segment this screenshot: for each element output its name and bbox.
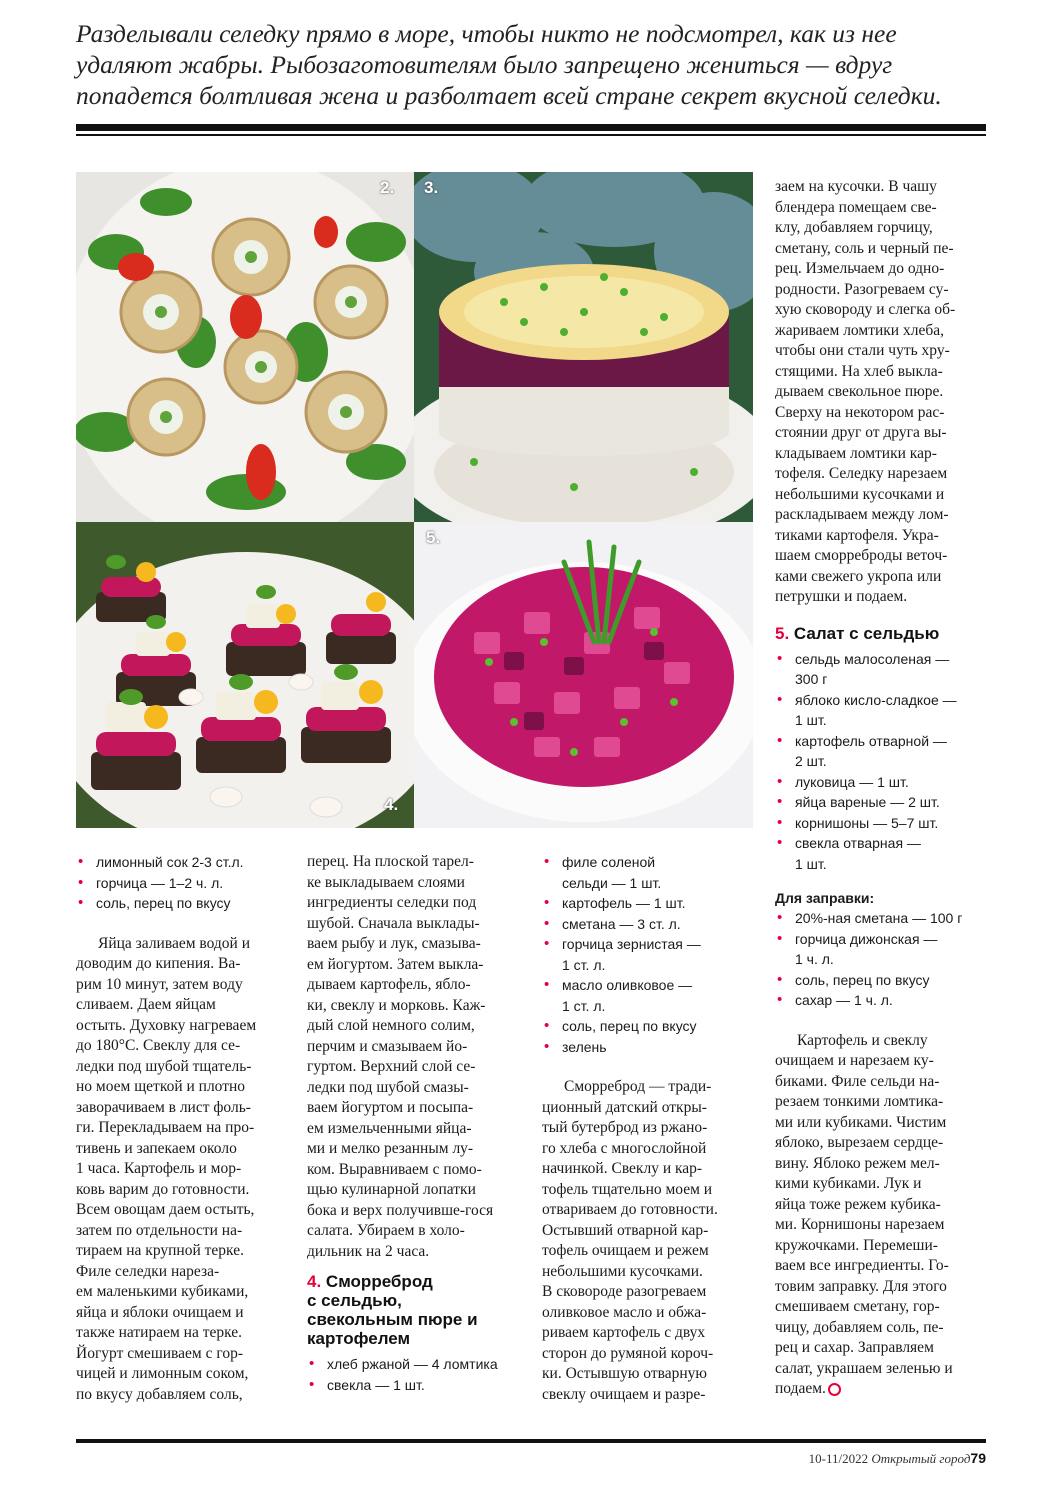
text-line: ингредиенты селедки под bbox=[307, 894, 477, 911]
recipe-4-heading bbox=[307, 1272, 517, 1348]
ingredient-item bbox=[542, 1016, 754, 1037]
body-text bbox=[307, 852, 517, 1262]
text-line: биками. Филе сельди на- bbox=[775, 1072, 940, 1090]
text-line: го хлеба с многослойной bbox=[542, 1139, 707, 1157]
ingredient-line: • горчица зернистая — bbox=[562, 936, 701, 952]
text-line: раскладываем между лом- bbox=[775, 506, 949, 523]
text-line: Сморреброд — тради- bbox=[564, 1078, 712, 1095]
photo-smorrebrod bbox=[76, 522, 414, 828]
ingredient-line: • сельдь малосоленая — bbox=[795, 650, 950, 667]
lead-line: попадется болтливая жена и разболтает всей стране секрет вкусной селедки. bbox=[76, 81, 942, 110]
text-line: ками свежего укропа или bbox=[775, 567, 942, 585]
text-line: ке выкладываем слоями bbox=[307, 873, 465, 891]
body-text bbox=[542, 1077, 754, 1405]
text-line: гуртом. Верхний слой се- bbox=[307, 1058, 476, 1075]
ingredient-item bbox=[542, 975, 754, 1016]
recipe-title-line: свекольным пюре и bbox=[307, 1310, 478, 1329]
text-line: подаем. bbox=[775, 1379, 987, 1400]
text-line: ваем все ингредиенты. Го- bbox=[775, 1257, 949, 1274]
ingredient-item bbox=[775, 649, 987, 690]
text-line: по вкусу добавляем соль, bbox=[76, 1385, 243, 1403]
text-line: чтобы они стали чуть хру- bbox=[775, 342, 950, 359]
text-line: яйца тоже режем кубика- bbox=[775, 1195, 941, 1213]
text-line: клу, добавляем горчицу, bbox=[775, 219, 933, 236]
text-line: дываем свекольное пюре. bbox=[775, 383, 944, 400]
recipe-5-heading bbox=[775, 624, 987, 643]
text-line: Всем овощам даем остыть, bbox=[76, 1201, 255, 1218]
text-line: небольшими кусочками и bbox=[775, 485, 945, 503]
text-line: ки. Остывшую отварную bbox=[542, 1365, 707, 1382]
ingredient-line: • горчица дижонская — bbox=[795, 930, 938, 947]
ingredient-item bbox=[775, 731, 987, 772]
ingredient-item bbox=[775, 813, 987, 834]
ingredient-item bbox=[775, 690, 987, 731]
text-line: тивень и запекаем около bbox=[76, 1139, 237, 1157]
recipe-title-line: с сельдью, bbox=[307, 1291, 402, 1310]
ingredient-item bbox=[542, 914, 754, 935]
text-line: ваем рыбу и лук, смазыва- bbox=[307, 935, 481, 952]
text-line: Остывший отварной кар- bbox=[542, 1221, 709, 1239]
photo-herring-rolls bbox=[76, 172, 414, 522]
ingredient-item bbox=[775, 792, 987, 813]
ingredient-item bbox=[775, 833, 987, 874]
text-line: вину. Яблоко режем мел- bbox=[775, 1154, 940, 1172]
text-line: ми или кубиками. Чистим bbox=[775, 1113, 947, 1131]
ingredient-line: 1 ст. л. bbox=[562, 956, 606, 973]
text-line: перец. На плоской тарел- bbox=[307, 853, 474, 870]
text-line: родности. Разогреваем су- bbox=[775, 280, 949, 298]
ingredient-line: • яблоко кисло-сладкое — bbox=[795, 691, 957, 708]
body-text bbox=[775, 177, 987, 608]
end-mark-icon bbox=[828, 1383, 841, 1396]
ingredient-line: • филе соленой bbox=[562, 854, 656, 870]
text-line: чицей и лимонным соком, bbox=[76, 1365, 249, 1382]
ingredient-item bbox=[775, 990, 987, 1011]
body-text bbox=[775, 1031, 987, 1400]
photo-number-3: 3. bbox=[424, 178, 439, 197]
ingredient-list-3 bbox=[542, 852, 754, 1057]
folio bbox=[809, 1450, 986, 1467]
text-line: петрушки и подаем. bbox=[775, 588, 908, 605]
ingredient-line: • луковица — 1 шт. bbox=[795, 773, 909, 790]
text-line: блендера помещаем све- bbox=[775, 198, 937, 216]
text-line: ледки под шубой тщатель- bbox=[76, 1057, 252, 1075]
text-line: яблоко, вырезаем сердце- bbox=[775, 1134, 944, 1151]
ingredient-item bbox=[542, 893, 754, 914]
ingredient-line: 1 шт. bbox=[795, 855, 827, 872]
magazine-name: Открытый город bbox=[871, 1451, 971, 1466]
text-line: товим заправку. Для этого bbox=[775, 1277, 947, 1295]
ingredient-line: 2 шт. bbox=[795, 753, 827, 769]
text-line: тофель очищаем и режем bbox=[542, 1242, 709, 1259]
text-line: очищаем и нарезаем ку- bbox=[775, 1052, 934, 1069]
recipe-number: 5. bbox=[775, 623, 790, 643]
ingredient-line: • корнишоны — 5–7 шт. bbox=[795, 814, 939, 831]
text-line: ми. Корнишоны нарезаем bbox=[775, 1216, 945, 1233]
text-line: также натираем на терке. bbox=[76, 1324, 243, 1341]
issue-date: 10-11/2022 bbox=[808, 1451, 869, 1466]
photo-herring-salad-layered bbox=[414, 172, 753, 522]
ingredient-line: 300 г bbox=[795, 671, 828, 687]
ingredient-item bbox=[775, 929, 987, 970]
ingredient-line: • сметана — 3 ст. л. bbox=[562, 915, 681, 932]
column-4 bbox=[775, 177, 987, 1400]
text-line: Картофель и свеклу bbox=[797, 1031, 928, 1049]
text-line: отвариваем до готовности. bbox=[542, 1201, 718, 1218]
ingredient-item bbox=[542, 852, 754, 893]
text-line: салат, украшаем зеленью и bbox=[775, 1359, 953, 1377]
text-line: дываем картофель, ябло- bbox=[307, 976, 471, 993]
text-line: резаем тонкими ломтика- bbox=[775, 1093, 944, 1110]
text-line: сливаем. Даем яйцам bbox=[76, 996, 216, 1013]
text-line: тофеля. Селедку нарезаем bbox=[775, 465, 948, 482]
text-line: ги. Перекладываем на про- bbox=[76, 1119, 255, 1136]
ingredient-item: • лимонный сок 2-3 ст.л. bbox=[76, 852, 291, 873]
text-line: ем йогуртом. Затем выкла- bbox=[307, 955, 484, 973]
recipe-title-line: Сморреброд bbox=[325, 1272, 433, 1291]
text-line: ционный датский откры- bbox=[542, 1098, 707, 1116]
recipe-title: Салат с сельдью bbox=[793, 623, 940, 643]
ingredient-item bbox=[775, 970, 987, 991]
header-rule-thin bbox=[76, 134, 986, 136]
text-line: стящими. На хлеб выкла- bbox=[775, 362, 943, 380]
text-line: Сверху на некотором рас- bbox=[775, 403, 945, 421]
text-line: кружочками. Перемеши- bbox=[775, 1236, 938, 1254]
lead-line: удаляют жабры. Рыбозаготовителям было запрещено жениться — вдруг bbox=[76, 50, 893, 79]
text-line: перчим и смазываем йо- bbox=[307, 1037, 468, 1055]
ingredient-line: • масло оливковое — bbox=[562, 977, 693, 993]
ingredient-list-4 bbox=[775, 649, 987, 875]
dressing-heading: Для заправки: bbox=[775, 890, 875, 906]
ingredient-line: • зелень bbox=[562, 1038, 607, 1055]
text-line: бока и верх получивше-гося bbox=[307, 1201, 494, 1219]
photo-number-2: 2. bbox=[380, 178, 395, 197]
dressing-list bbox=[775, 908, 987, 1011]
ingredient-line: 1 ч. л. bbox=[795, 951, 834, 967]
ingredient-list-2 bbox=[307, 1354, 517, 1395]
lead-paragraph bbox=[76, 18, 996, 111]
ingredient-item: • горчица — 1–2 ч. л. bbox=[76, 873, 291, 894]
text-line: тиками картофеля. Укра- bbox=[775, 526, 939, 544]
ingredient-line: 1 ст. л. bbox=[562, 997, 606, 1014]
text-line: рим 10 минут, затем воду bbox=[76, 975, 243, 993]
text-line: риваем картофель с двух bbox=[542, 1324, 706, 1341]
photo-herring-salad bbox=[414, 522, 753, 828]
ingredient-line: • свекла отварная — bbox=[795, 835, 921, 851]
text-line: Филе селедки нареза- bbox=[76, 1262, 220, 1280]
text-line: Йогурт смешиваем с гор- bbox=[76, 1344, 243, 1362]
photo-number-5: 5. bbox=[426, 528, 441, 547]
ingredient-item bbox=[542, 1037, 754, 1058]
ingredient-item bbox=[775, 908, 987, 929]
ingredient-line: • сахар — 1 ч. л. bbox=[795, 992, 893, 1008]
text-line: ком. Выравниваем с помо- bbox=[307, 1160, 482, 1178]
column-3 bbox=[542, 852, 754, 1405]
text-line: ми и мелко резанным лу- bbox=[307, 1140, 474, 1157]
page-number: 79 bbox=[970, 1450, 986, 1466]
text-line: тый бутерброд из ржано- bbox=[542, 1119, 708, 1136]
ingredient-item bbox=[542, 934, 754, 975]
text-line: ем измельченными яйца- bbox=[307, 1119, 472, 1137]
text-line: ем маленькими кубиками, bbox=[76, 1283, 249, 1300]
text-line: затем по отдельности на- bbox=[76, 1221, 243, 1239]
ingredient-item: • соль, перец по вкусу bbox=[76, 893, 291, 914]
text-line: рец и сахар. Заправляем bbox=[775, 1339, 934, 1356]
text-line: хую сковороду и слегка об- bbox=[775, 301, 956, 318]
text-line: остыть. Духовку нагреваем bbox=[76, 1016, 257, 1034]
text-line: дый слой немного солим, bbox=[307, 1017, 475, 1034]
ingredient-item: • хлеб ржаной — 4 ломтика bbox=[307, 1354, 517, 1375]
text-line: сметану, соль и черный пе- bbox=[775, 239, 954, 257]
text-line: оливковое масло и обжа- bbox=[542, 1303, 707, 1321]
text-line: жариваем ломтики хлеба, bbox=[775, 321, 944, 339]
text-line: заем на кусочки. В чашу bbox=[775, 178, 937, 195]
text-line: тофель тщательно моем и bbox=[542, 1180, 713, 1198]
column-2 bbox=[307, 852, 517, 1395]
text-line: небольшими кусочками. bbox=[542, 1262, 703, 1280]
ingredient-line: 1 шт. bbox=[795, 712, 827, 728]
text-line: заворачиваем в лист фоль- bbox=[76, 1098, 251, 1116]
text-line: кими кубиками. Лук и bbox=[775, 1175, 922, 1192]
recipe-number: 4. bbox=[307, 1272, 322, 1291]
text-line: тираем на крупной терке. bbox=[76, 1242, 244, 1259]
text-line: начинкой. Свеклу и кар- bbox=[542, 1160, 703, 1177]
text-line: Яйца заливаем водой и bbox=[98, 934, 251, 952]
ingredient-item: • свекла — 1 шт. bbox=[307, 1375, 517, 1396]
column-1 bbox=[76, 852, 291, 1405]
ingredient-line: • картофель отварной — bbox=[795, 732, 947, 749]
text-line: ваем йогуртом и посыпа- bbox=[307, 1099, 474, 1116]
text-line: салата. Убираем в холо- bbox=[307, 1222, 465, 1239]
ingredient-line: • 20%-ная сметана — 100 г bbox=[795, 910, 963, 926]
footer-rule bbox=[76, 1439, 986, 1443]
text-line: рец. Измельчаем до одно- bbox=[775, 260, 945, 277]
text-line: стоянии друг от друга вы- bbox=[775, 424, 947, 441]
body-text bbox=[76, 934, 291, 1406]
text-line: но моем щеткой и плотно bbox=[76, 1078, 246, 1095]
ingredient-item bbox=[775, 772, 987, 793]
text-line: до 180°C. Свеклу для се- bbox=[76, 1037, 241, 1054]
photo-number-4: 4. bbox=[384, 795, 399, 814]
ingredient-line: • картофель — 1 шт. bbox=[562, 895, 686, 911]
ingredient-line: • соль, перец по вкусу bbox=[562, 1018, 697, 1034]
text-line: доводим до кипения. Ва- bbox=[76, 955, 241, 972]
text-line: В сковороде разогреваем bbox=[542, 1283, 707, 1300]
text-line: дильник на 2 часа. bbox=[307, 1242, 430, 1260]
header-rule bbox=[76, 124, 986, 131]
text-line: сторон до румяной короч- bbox=[542, 1344, 714, 1362]
text-line: щью кулинарной лопатки bbox=[307, 1181, 476, 1198]
text-line: ки, свеклу и морковь. Каж- bbox=[307, 996, 486, 1014]
ingredient-line: • яйца вареные — 2 шт. bbox=[795, 794, 940, 810]
text-line: кладываем ломтики кар- bbox=[775, 444, 937, 462]
ingredient-line: • соль, перец по вкусу bbox=[795, 971, 930, 988]
text-line: шаем сморреброды веточ- bbox=[775, 547, 948, 564]
text-line: ледки под шубой смазы- bbox=[307, 1078, 469, 1096]
recipe-title-line: картофелем bbox=[307, 1329, 411, 1348]
text-line: шубой. Сначала выклады- bbox=[307, 914, 480, 932]
text-line: яйца и яблоки очищаем и bbox=[76, 1303, 244, 1321]
text-line: ковь варим до готовности. bbox=[76, 1180, 250, 1198]
ingredient-list-1 bbox=[76, 852, 291, 914]
text-line: свеклу очищаем и разре- bbox=[542, 1385, 706, 1403]
lead-line: Разделывали селедку прямо в море, чтобы никто не подсмотрел, как из нее bbox=[76, 19, 897, 48]
text-line: чицу, добавляем соль, пе- bbox=[775, 1318, 944, 1336]
text-line: 1 часа. Картофель и мор- bbox=[76, 1160, 242, 1177]
ingredient-line: сельди — 1 шт. bbox=[562, 874, 662, 891]
text-line: смешиваем сметану, гор- bbox=[775, 1298, 940, 1315]
